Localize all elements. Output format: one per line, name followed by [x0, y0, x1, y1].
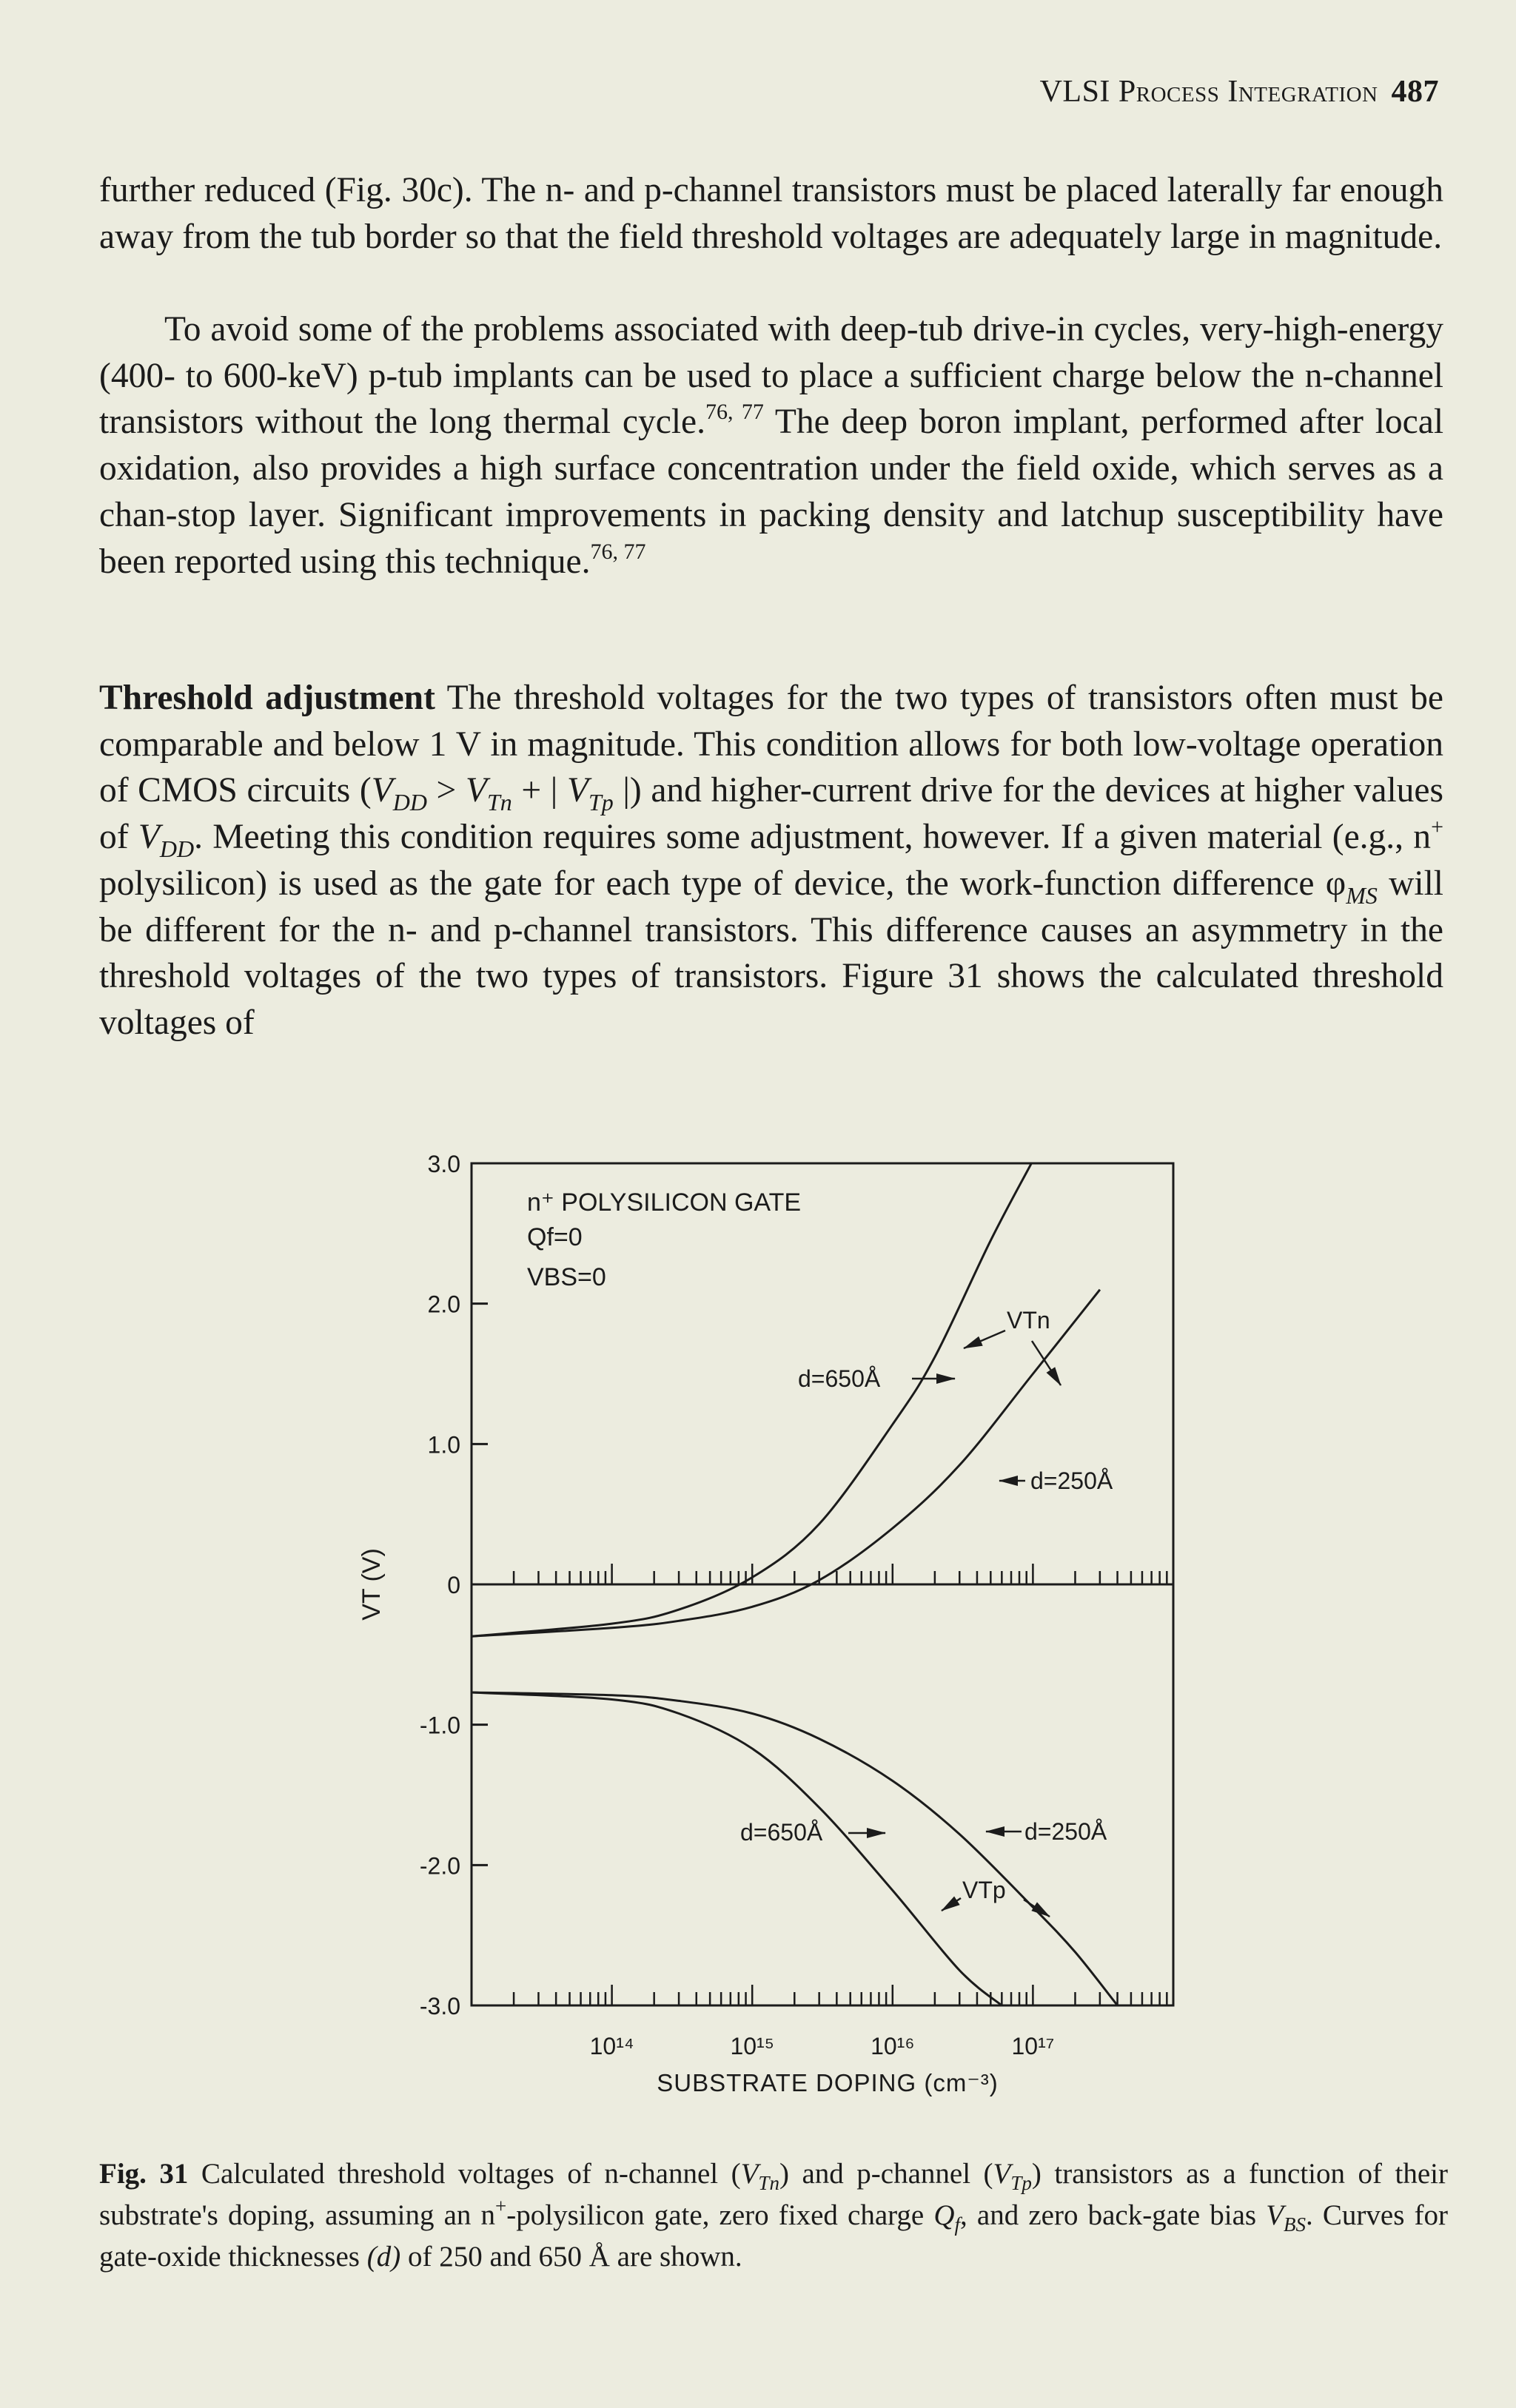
y-tick-label: 1.0 [427, 1431, 460, 1459]
figure-31 [0, 1110, 1516, 2124]
running-title: VLSI Process Integration [1039, 75, 1378, 109]
d250-p-label: d=250Å [1024, 1818, 1107, 1845]
d650-p-label: d=650Å [740, 1819, 823, 1846]
vtn-arrow-250 [1032, 1341, 1061, 1385]
vtp-arrow-250 [1024, 1900, 1050, 1917]
x-tick-label: 10¹⁴ [589, 2033, 634, 2059]
vtp-arrow-650 [942, 1898, 961, 1911]
threshold-voltage-chart [0, 1110, 1516, 2124]
paragraph-3: Threshold adjustment The threshold voltages for the two types of transistors often must be comparable and below 1 V in magnitude. This condition allows for both low-voltage operation of CMOS circuits ($V_{DD} > V_{Tn}$ + | $V_{Tp}$ |) and higher-current drive for the devices at higher values of $V_{DD}$. Meeting this condition requires some adjustment, however. If a given material (e.g., n+ polysilicon) is used as the gate for each type of device, the work-function difference $\varphi_{MS}$ will be different for the n- and p-channel transistors. This difference causes an asymmetry in the threshold voltages of the two types of transistors. Figure 31 shows the calculated threshold voltages of [99, 679, 1443, 1042]
curve-vtp-d-250- [472, 1692, 1118, 2005]
x-axis-label: SUBSTRATE DOPING (cm⁻³) [657, 2069, 999, 2096]
paragraph-2-text: To avoid some of the problems associated with deep-tub drive-in cycles, very-high-energy (400- to 600-keV) p-tub implants can be used to place a sufficient charge below the n-channel transistors without the long thermal cycle. [99, 310, 1443, 442]
paragraph-1: further reduced (Fig. 30c). The n- and p-channel transistors must be placed laterally far enough away from the tub border so that the field threshold voltages are adequately large in magnitude. [99, 171, 1443, 256]
d650-n-label: d=650Å [798, 1365, 881, 1392]
page-number: 487 [1391, 75, 1439, 109]
inset-vbs-label: VBS=0 [527, 1263, 606, 1291]
paragraph-2 [99, 306, 1443, 585]
y-tick-label: 3.0 [427, 1151, 460, 1177]
y-axis-label: VT (V) [358, 1548, 386, 1621]
inset-qf-label: Qf=0 [527, 1223, 583, 1251]
y-tick-label: -3.0 [419, 1993, 460, 2019]
running-header [1040, 74, 1439, 110]
reference-76-77-end: 76, 77 [590, 539, 646, 564]
figure-label: Fig. 31 [99, 2158, 189, 2190]
x-tick-label: 10¹⁷ [1011, 2033, 1055, 2059]
reference-76-77: 76, 77 [705, 400, 764, 425]
paragraph-2-text-cont: The deep boron implant, performed after local oxidation, also provides a high surface concentration under the field oxide, which serves as a chan-stop layer. Significant improvements in packing density and latchup susceptibility have been reported using this technique. [99, 403, 1444, 581]
inset-gate-label: n⁺ POLYSILICON GATE [527, 1188, 802, 1217]
y-tick-label: -2.0 [419, 1852, 460, 1880]
curve-vtp-d-650- [472, 1692, 1002, 2005]
vtp-label: VTp [962, 1877, 1006, 1903]
y-tick-label: 0 [447, 1572, 460, 1598]
d250-n-label: d=250Å [1030, 1467, 1113, 1494]
vtn-arrow-650 [964, 1331, 1005, 1348]
figure-caption: Fig. 31 Calculated threshold voltages of n-channel $(V_{Tn})$ and p-channel $(V_{Tp})$ transistors as a function of their substrate's doping, assuming an n+-polysilicon gate, zero fixed charge $Q_f$, and zero back-gate bias $V_{BS}$. Curves for gate-oxide thicknesses (d) of 250 and 650 Å are shown. [99, 2158, 1448, 2273]
x-tick-label: 10¹⁵ [730, 2033, 774, 2059]
vtn-label: VTn [1007, 1307, 1050, 1334]
y-tick-label: 2.0 [427, 1291, 460, 1318]
x-tick-label: 10¹⁶ [871, 2033, 915, 2059]
y-tick-label: -1.0 [419, 1712, 460, 1739]
section-heading: Threshold adjustment [99, 679, 435, 717]
